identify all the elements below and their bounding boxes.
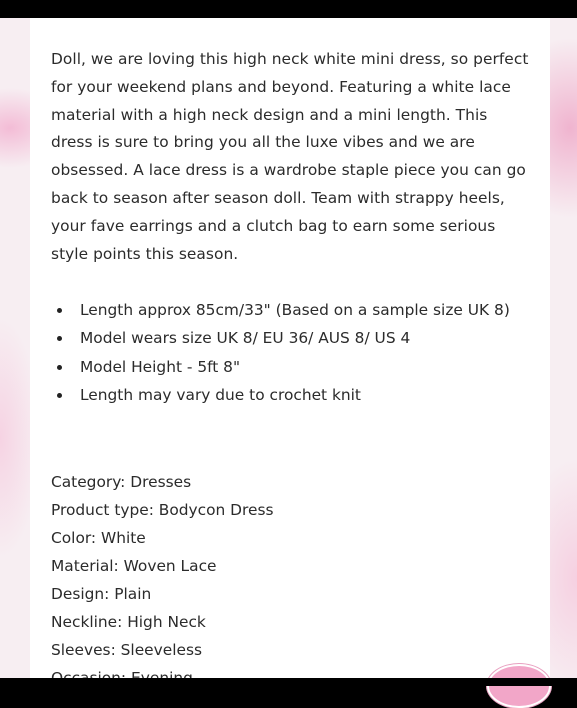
bullet-length-note: Length may vary due to crochet knit bbox=[51, 381, 541, 409]
chat-bubble-icon[interactable] bbox=[487, 664, 551, 708]
product-details-card bbox=[30, 18, 550, 678]
bullet-model-height: Model Height - 5ft 8" bbox=[51, 353, 541, 381]
product-attributes bbox=[51, 468, 531, 692]
bullet-model-size: Model wears size UK 8/ EU 36/ AUS 8/ US 4 bbox=[51, 324, 541, 352]
attr-material: Material: Woven Lace bbox=[51, 557, 217, 575]
bottom-bar bbox=[0, 678, 577, 686]
attr-category: Category: Dresses bbox=[51, 473, 192, 491]
product-description: Doll, we are loving this high neck white mini dress, so perfect for your weekend plans and beyond. Featuring a white lace material with a high neck design and a mini length. This dress is sure to bring you all the luxe vibes and we are obsessed. A lace dress is a wardrobe staple piece you can go back to season after season doll. Team with strappy heels, your fave earrings and a clutch bag to earn some serious style points this season. bbox=[51, 50, 529, 263]
attr-product-type: Product type: Bodycon Dress bbox=[51, 501, 274, 519]
attr-neckline: Neckline: High Neck bbox=[51, 613, 206, 631]
attr-design: Design: Plain bbox=[51, 585, 152, 603]
status-bar bbox=[0, 0, 577, 18]
bullet-length: Length approx 85cm/33" (Based on a sample size UK 8) bbox=[51, 296, 541, 324]
product-bullet-list bbox=[51, 296, 541, 409]
attr-sleeves: Sleeves: Sleeveless bbox=[51, 641, 202, 659]
attr-color: Color: White bbox=[51, 529, 146, 547]
